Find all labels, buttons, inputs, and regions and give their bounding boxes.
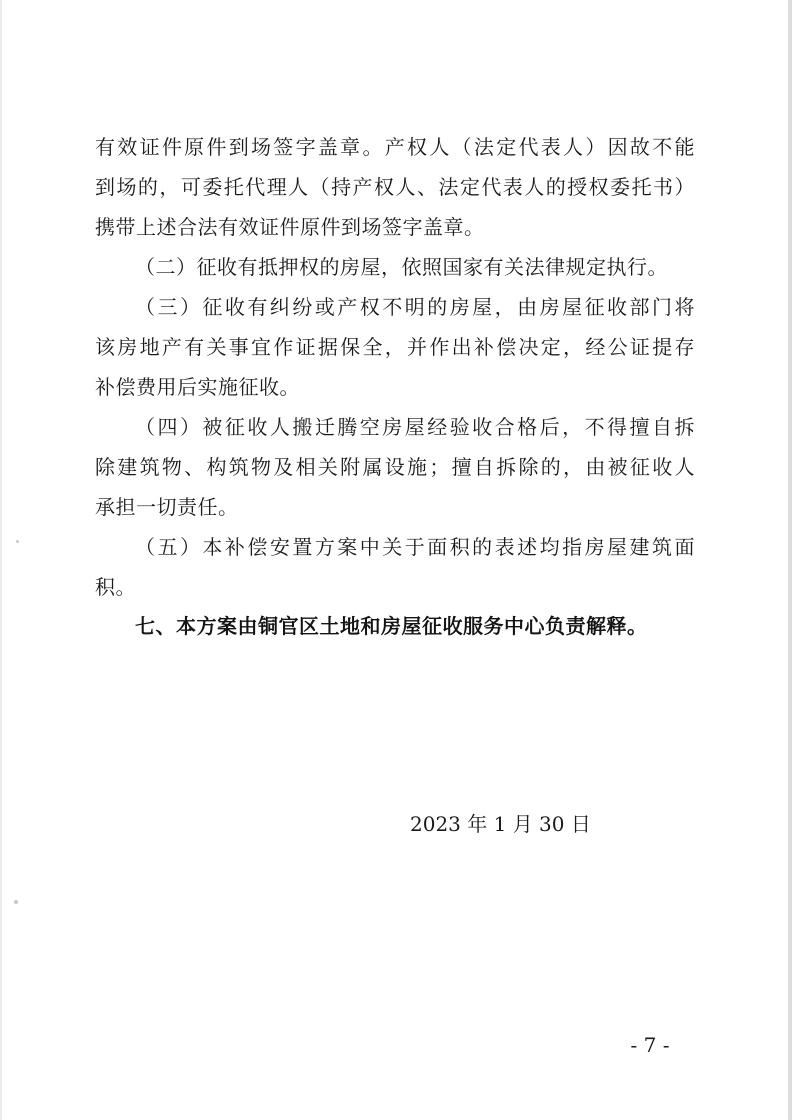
text-line: （三）征收有纠纷或产权不明的房屋，由房屋征收部门将 (135, 295, 695, 319)
text-line: （二）征收有抵押权的房屋，依照国家有关法律规定执行。 (135, 255, 668, 279)
text-line: 积。 (95, 575, 136, 599)
document-date: 2023 年 1 月 30 日 (410, 812, 591, 836)
text-line: 除建筑物、构筑物及相关附属设施；擅自拆除的，由被征收人 (95, 455, 695, 479)
text-line: 承担一切责任。 (95, 495, 239, 519)
text-line: 补偿费用后实施征收。 (95, 375, 300, 399)
scan-speck (16, 540, 19, 543)
text-line: （五）本补偿安置方案中关于面积的表述均指房屋建筑面 (135, 535, 695, 559)
body-text (95, 127, 695, 607)
scan-edge-right (788, 0, 792, 1120)
text-line: 该房地产有关事宜作证据保全，并作出补偿决定，经公证提存 (95, 335, 695, 359)
text-line: （四）被征收人搬迁腾空房屋经验收合格后，不得擅自拆 (135, 415, 695, 439)
section-heading: 七、本方案由铜官区土地和房屋征收服务中心负责解释。 (135, 614, 648, 638)
text-line: 到场的，可委托代理人（持产权人、法定代表人的授权委托书） (95, 175, 695, 199)
scan-speck (14, 900, 18, 904)
page-number: - 7 - (630, 1033, 670, 1057)
text-line: 有效证件原件到场签字盖章。产权人（法定代表人）因故不能 (95, 135, 695, 159)
text-line: 携带上述合法有效证件原件到场签字盖章。 (95, 215, 485, 239)
scan-edge-left (0, 0, 2, 1120)
